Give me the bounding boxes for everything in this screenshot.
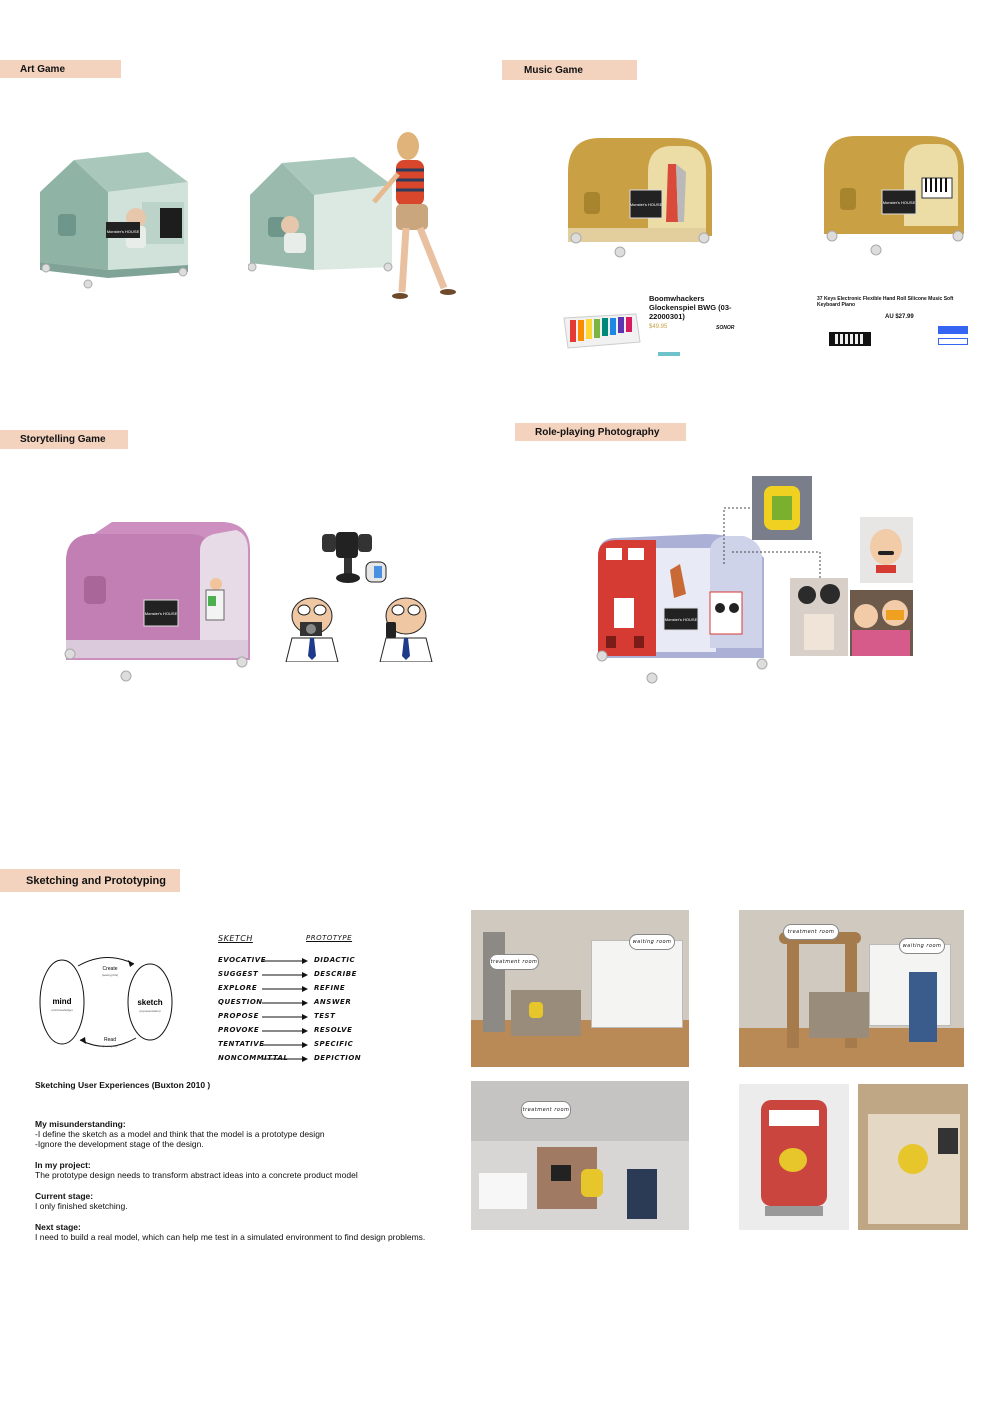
read-label: Read: [104, 1037, 116, 1043]
product-card-glockenspiel: [560, 290, 740, 358]
table-sketch-term: QUESTION: [218, 998, 263, 1006]
table-prototype-term: ANSWER: [314, 998, 352, 1006]
sketch-prototype-table: [216, 932, 366, 1064]
art-house-1: [38, 150, 198, 295]
table-prototype-term: DIDACTIC: [314, 956, 356, 964]
misunderstanding-line-1: -I define the sketch as a model and think that the model is a prototype design: [35, 1129, 325, 1139]
table-sketch-term: PROPOSE: [218, 1012, 259, 1020]
arrow-right-icon: [262, 957, 308, 965]
sketch-sublabel: (representation): [139, 1009, 161, 1013]
board-label: Monster's HOUSE: [629, 202, 663, 207]
table-header-prototype: PROTOTYPE: [306, 934, 353, 942]
section-title: Art Game: [20, 63, 66, 75]
table-sketch-term: EXPLORE: [218, 984, 258, 992]
prototype-photo-3: [471, 1081, 689, 1230]
section-title: Role-playing Photography: [535, 426, 660, 438]
table-prototype-term: SPECIFIC: [314, 1040, 354, 1048]
next-stage-block: [35, 1222, 465, 1242]
table-prototype-term: DEPICTION: [314, 1054, 362, 1062]
treatment-sign: treatment room: [522, 1107, 570, 1113]
treatment-sign: treatment room: [787, 929, 835, 935]
glockenspiel-image: [560, 308, 642, 352]
section-tag-role: [515, 423, 686, 441]
section-tag-sketch: [0, 869, 180, 892]
current-stage-line-1: I only finished sketching.: [35, 1201, 128, 1211]
product-brand: SONOR: [716, 325, 735, 331]
table-sketch-term: EVOCATIVE: [218, 956, 266, 964]
cartoon-man-1: [278, 596, 348, 662]
current-stage-heading: Current stage:: [35, 1191, 94, 1201]
section-tag-story: [0, 430, 128, 449]
next-stage-heading: Next stage:: [35, 1222, 81, 1232]
section-title: Storytelling Game: [20, 434, 106, 445]
table-prototype-term: TEST: [314, 1012, 336, 1020]
section-title: Music Game: [524, 64, 583, 76]
waiting-sign: waiting room: [632, 939, 672, 945]
prototype-photo-1: [471, 910, 689, 1067]
create-sublabel: (seeing this): [101, 973, 119, 977]
table-sketch-term: TENTATIVE: [218, 1040, 265, 1048]
child-moustache-photo: [860, 517, 913, 583]
current-stage-block: [35, 1191, 455, 1211]
prototype-photo-5: [858, 1084, 968, 1230]
keyboard-image: [829, 332, 871, 346]
phone-holder: [318, 528, 392, 586]
product-price: AU $27.99: [885, 314, 914, 320]
treatment-sign: treatment room: [490, 959, 538, 965]
product-title: 37 Keys Electronic Flexible Hand Roll Silicone Music Soft Keyboard Piano: [817, 296, 954, 308]
children-photo: [850, 590, 913, 656]
table-sketch-term: NONCOMMITTAL: [218, 1054, 289, 1062]
mind-label: mind: [52, 997, 72, 1006]
arrow-right-icon: [262, 999, 308, 1007]
buy-now-button[interactable]: [938, 326, 968, 334]
arrow-right-icon: [262, 971, 308, 979]
sketch-label: sketch: [137, 998, 163, 1007]
arrow-right-icon: [262, 1013, 308, 1021]
section-tag-music: [502, 60, 637, 80]
music-house-1: [564, 132, 719, 260]
next-stage-line-1: I need to build a real model, which can help me test in a simulated environment to find design problems.: [35, 1232, 426, 1242]
misunderstanding-heading: My misunderstanding:: [35, 1119, 126, 1129]
cartoon-man-2: [376, 596, 438, 662]
section-tag-art: [0, 60, 121, 78]
arrow-right-icon: [262, 1027, 308, 1035]
board-label: Monster's HOUSE: [106, 229, 140, 234]
arrow-right-icon: [262, 1041, 308, 1049]
table-sketch-term: PROVOKE: [218, 1026, 260, 1034]
section-title: Sketching and Prototyping: [26, 874, 166, 887]
music-house-2: [820, 130, 970, 258]
read-sublabel: (seeing as): [102, 1044, 118, 1048]
props-photo: [790, 578, 848, 656]
board-label: Monster's HOUSE: [882, 200, 916, 205]
board-label: Monster's HOUSE: [664, 617, 698, 622]
misunderstanding-block: [35, 1119, 455, 1149]
mind-sketch-diagram: [38, 950, 178, 1050]
product-title: Boomwhackers Glockenspiel BWG (03-22000301): [649, 294, 732, 321]
project-line-1: The prototype design needs to transform abstract ideas into a concrete product model: [35, 1170, 358, 1180]
toy-photo: [752, 476, 812, 540]
story-house: [64, 520, 256, 688]
table-prototype-term: REFINE: [314, 984, 346, 992]
table-prototype-term: RESOLVE: [314, 1026, 353, 1034]
citation: Sketching User Experiences (Buxton 2010 ): [35, 1080, 211, 1090]
mind-sublabel: (old knowledge): [51, 1008, 73, 1012]
prototype-photo-4: [739, 1084, 849, 1230]
woman-figure: [370, 130, 465, 305]
product-price: $49.95: [649, 324, 668, 330]
project-heading: In my project:: [35, 1160, 91, 1170]
create-label: Create: [102, 966, 118, 972]
arrow-right-icon: [262, 1055, 308, 1063]
product-card-keyboard: [815, 292, 970, 352]
table-sketch-term: SUGGEST: [218, 970, 259, 978]
project-block: [35, 1160, 455, 1180]
arrow-right-icon: [262, 985, 308, 993]
table-header-sketch: SKETCH: [218, 934, 253, 943]
add-to-cart-button[interactable]: [938, 338, 968, 345]
prototype-photo-2: [739, 910, 964, 1067]
misunderstanding-line-2: -Ignore the development stage of the design.: [35, 1139, 204, 1149]
waiting-sign: waiting room: [902, 943, 942, 949]
add-to-cart-button[interactable]: [658, 352, 680, 356]
board-label: Monster's HOUSE: [144, 611, 178, 616]
table-prototype-term: DESCRIBE: [314, 970, 357, 978]
